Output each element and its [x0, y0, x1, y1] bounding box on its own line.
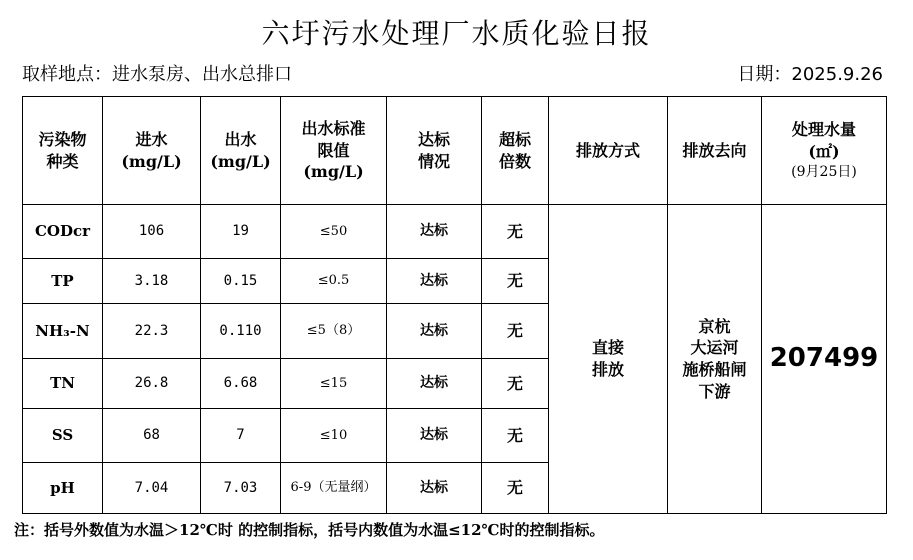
footnote: 注：括号外数值为水温＞12℃时 的控制指标，括号内数值为水温≤12℃时的控制指标。 [14, 521, 605, 539]
col-header-status: 达标 情况 [387, 97, 482, 205]
status-cell: 达标 [387, 359, 482, 409]
treated-volume-cell: 207499 [762, 205, 887, 514]
inflow-cell: 7.04 [103, 463, 201, 514]
outflow-cell: 6.68 [201, 359, 281, 409]
water-quality-table [22, 96, 887, 514]
exceed-cell: 无 [482, 304, 549, 359]
status-cell: 达标 [387, 259, 482, 304]
param-cell: TP [23, 259, 103, 304]
status-cell: 达标 [387, 304, 482, 359]
param-cell: SS [23, 409, 103, 463]
exceed-cell: 无 [482, 259, 549, 304]
header-row [23, 97, 887, 205]
exceed-cell: 无 [482, 409, 549, 463]
inflow-cell: 3.18 [103, 259, 201, 304]
exceed-cell: 无 [482, 205, 549, 259]
status-cell: 达标 [387, 409, 482, 463]
col-header-exceed: 超标 倍数 [482, 97, 549, 205]
inflow-cell: 106 [103, 205, 201, 259]
exceed-cell: 无 [482, 463, 549, 514]
inflow-cell: 26.8 [103, 359, 201, 409]
col-header-outflow: 出水 (mg/L) [201, 97, 281, 205]
inflow-cell: 68 [103, 409, 201, 463]
outflow-cell: 0.15 [201, 259, 281, 304]
report-title: 六圩污水处理厂水质化验日报 [261, 17, 652, 50]
outflow-cell: 0.110 [201, 304, 281, 359]
limit-cell: 6-9（无量纲） [281, 463, 387, 514]
discharge-destination-cell: 京杭 大运河 施桥船闸 下游 [668, 205, 762, 514]
param-cell: pH [23, 463, 103, 514]
outflow-cell: 19 [201, 205, 281, 259]
param-cell: CODcr [23, 205, 103, 259]
status-cell: 达标 [387, 205, 482, 259]
col-header-discharge-destination: 排放去向 [668, 97, 762, 205]
limit-cell: ≤15 [281, 359, 387, 409]
table-row [23, 205, 887, 259]
outflow-cell: 7 [201, 409, 281, 463]
sampling-location: 取样地点：进水泵房、出水总排口 [22, 64, 292, 85]
outflow-cell: 7.03 [201, 463, 281, 514]
limit-cell: ≤50 [281, 205, 387, 259]
param-cell: TN [23, 359, 103, 409]
param-cell: NH₃-N [23, 304, 103, 359]
exceed-cell: 无 [482, 359, 549, 409]
status-cell: 达标 [387, 463, 482, 514]
limit-cell: ≤5（8） [281, 304, 387, 359]
inflow-cell: 22.3 [103, 304, 201, 359]
col-header-limit: 出水标准 限值 (mg/L) [281, 97, 387, 205]
limit-cell: ≤0.5 [281, 259, 387, 304]
limit-cell: ≤10 [281, 409, 387, 463]
col-header-treated-volume: 处理水量 (㎡) (9月25日) [762, 97, 887, 205]
report-date: 日期：2025.9.26 [737, 64, 883, 85]
col-header-inflow: 进水 (mg/L) [103, 97, 201, 205]
discharge-method-cell: 直接 排放 [549, 205, 668, 514]
col-header-pollutant: 污染物 种类 [23, 97, 103, 205]
col-header-discharge-method: 排放方式 [549, 97, 668, 205]
